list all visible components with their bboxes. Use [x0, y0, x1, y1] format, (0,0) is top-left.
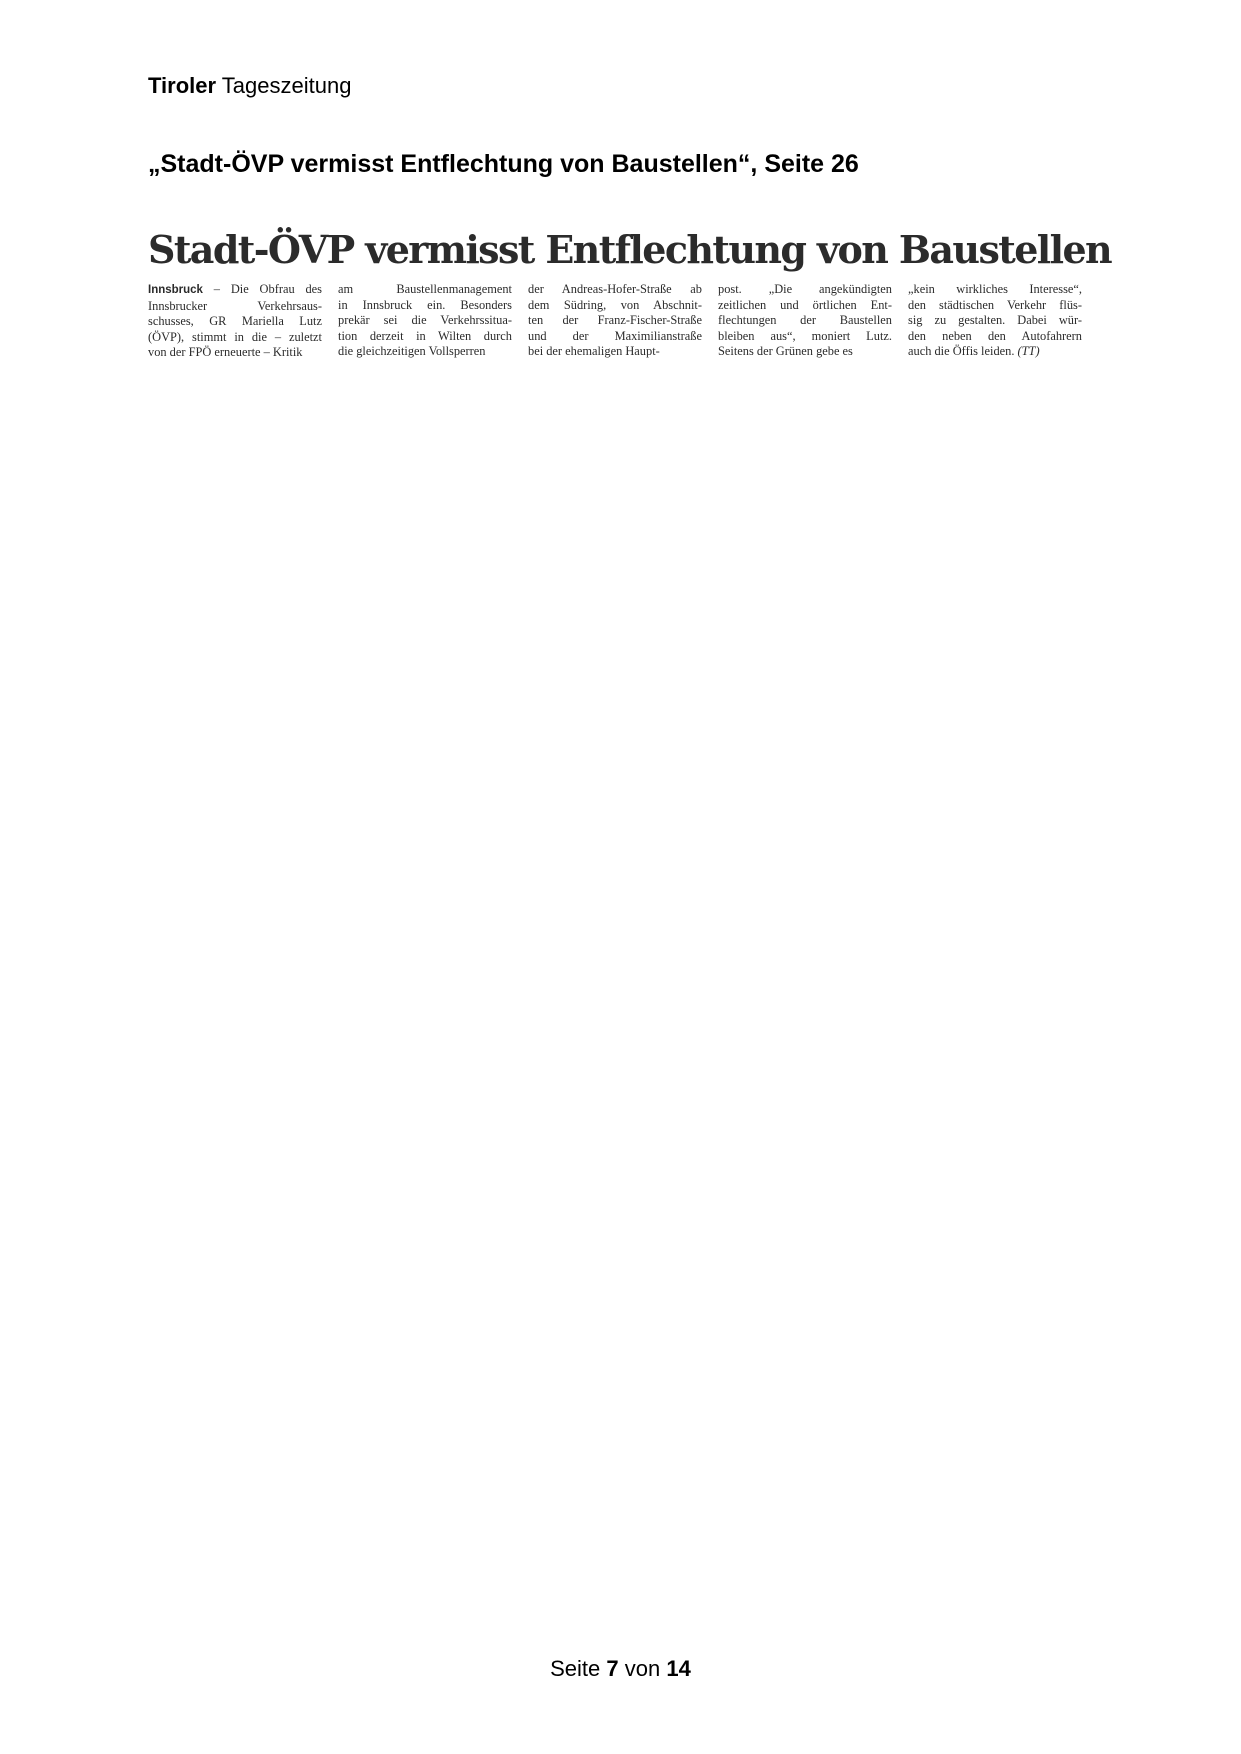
text-line: flechtungen der Baustellen — [718, 313, 892, 327]
text-line: „kein wirkliches Interesse“, — [908, 282, 1082, 296]
document-title: „Stadt-ÖVP vermisst Entflechtung von Baustellen“, Seite 26 — [148, 150, 859, 178]
text-line: sig zu gestalten. Dabei wür- — [908, 313, 1082, 327]
clipping-column-3 — [528, 282, 702, 361]
text-line: dem Südring, von Abschnit- — [528, 297, 702, 312]
clipping-columns — [148, 282, 1082, 361]
clipping-column-5 — [908, 282, 1082, 361]
text-line: zeitlichen und örtlichen Ent- — [718, 297, 892, 312]
total-pages: 14 — [666, 1656, 691, 1681]
text-line: auch die Öffis leiden. (TT) — [908, 344, 1040, 358]
text-line: von der FPÖ erneuerte – Kritik — [148, 345, 303, 359]
text-line: den neben den Autofahrern — [908, 328, 1082, 343]
publication-name-bold: Tiroler — [148, 73, 217, 98]
text-line: (ÖVP), stimmt in die – zuletzt — [148, 329, 322, 344]
text-line: in Innsbruck ein. Besonders — [338, 297, 512, 312]
text-line: prekär sei die Verkehrssitua- — [338, 313, 512, 327]
current-page: 7 — [606, 1656, 619, 1681]
text-line: Innsbrucker Verkehrsaus- — [148, 298, 322, 313]
text-line: Seitens der Grünen gebe es — [718, 344, 853, 358]
page-separator: von — [624, 1656, 661, 1681]
text-line: tion derzeit in Wilten durch — [338, 328, 512, 343]
clipping-column-1 — [148, 282, 322, 361]
clipping-headline: Stadt-ÖVP vermisst Entflechtung von Baustellen — [148, 227, 1112, 272]
publication-name-rest: Tageszeitung — [221, 73, 352, 98]
text-line: schusses, GR Mariella Lutz — [148, 314, 322, 328]
text-line: die gleichzeitigen Vollsperren — [338, 344, 486, 358]
clipping-column-2 — [338, 282, 512, 361]
clipping-column-4 — [718, 282, 892, 361]
page-number — [0, 1655, 1241, 1683]
newspaper-clipping — [148, 222, 1112, 362]
author-signature: (TT) — [1017, 344, 1040, 358]
text-line: am Baustellenmanagement — [338, 282, 512, 296]
text-line: post. „Die angekündigten — [718, 282, 892, 296]
text-line: bleiben aus“, moniert Lutz. — [718, 328, 892, 343]
page-label: Seite — [550, 1656, 601, 1681]
text-line: Innsbruck – Die Obfrau des — [148, 282, 322, 296]
dateline-place: Innsbruck — [148, 284, 203, 296]
text-line: der Andreas-Hofer-Straße ab — [528, 282, 702, 296]
text-line: bei der ehemaligen Haupt- — [528, 344, 660, 358]
text-line: den städtischen Verkehr flüs- — [908, 297, 1082, 312]
text-line: und der Maximilianstraße — [528, 328, 702, 343]
text-line: ten der Franz-Fischer-Straße — [528, 313, 702, 327]
publication-name — [148, 72, 351, 100]
